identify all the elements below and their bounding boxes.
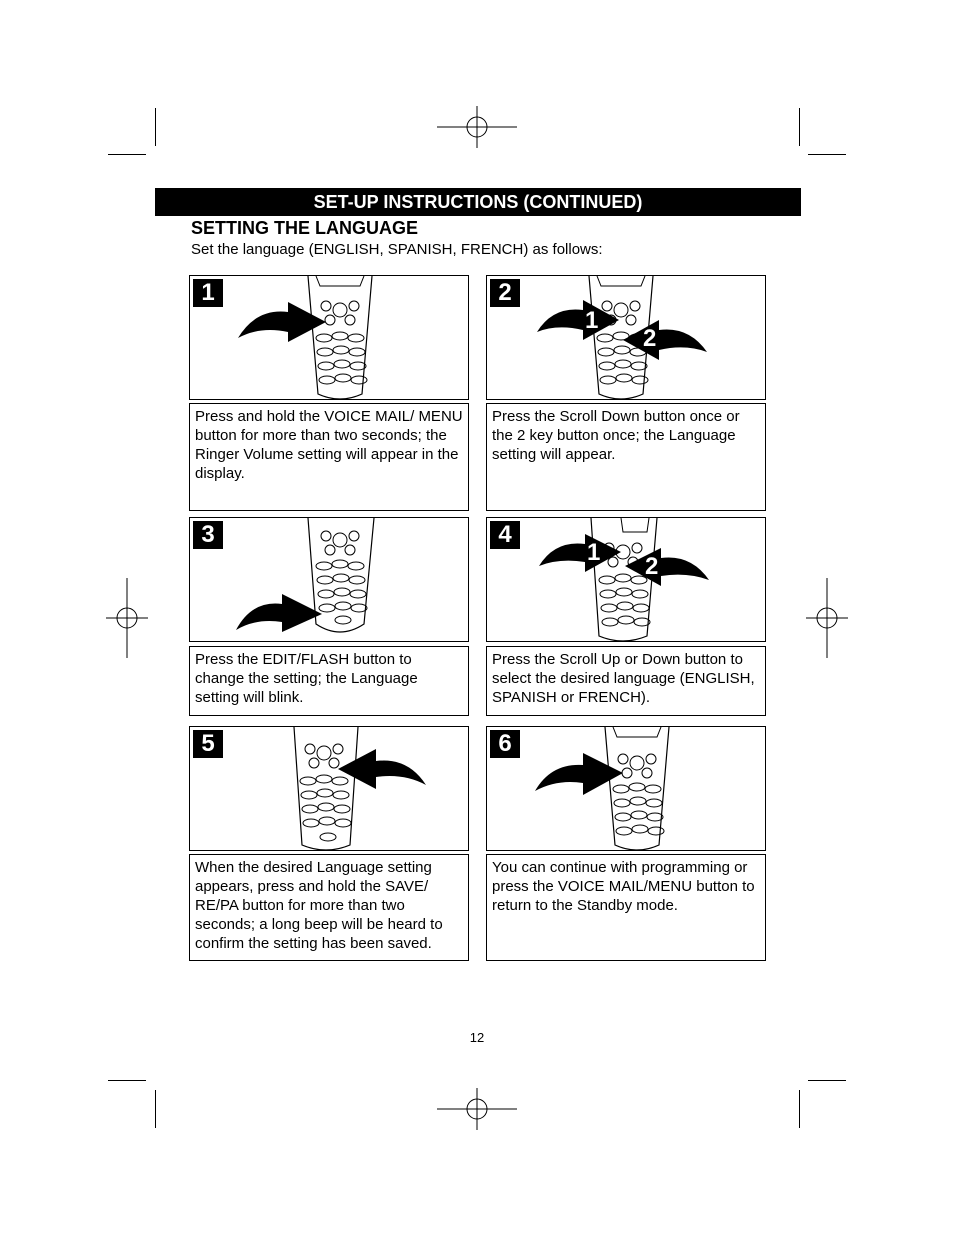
callout-number: 2 (643, 325, 657, 352)
step-4-illustration (486, 517, 766, 642)
registration-mark-icon (806, 578, 848, 658)
step-2-illustration (486, 275, 766, 400)
registration-mark-icon (437, 106, 517, 148)
step-5-description: When the desired Language setting appears, press and hold the SAVE/ RE/PA button for more than two seconds; a long beep will be heard to confirm the setting has been saved. (189, 854, 469, 961)
step-2-description: Press the Scroll Down button once or the 2 key button once; the Language setting will appear. (486, 403, 766, 511)
callout-number: 1 (585, 307, 599, 334)
crop-mark (808, 1080, 846, 1081)
intro-text: Set the language (ENGLISH, SPANISH, FRENCH) as follows: (191, 241, 603, 258)
step-number-badge: 5 (193, 730, 223, 758)
phone-keypad-icon (190, 727, 468, 850)
arrow-icon (625, 548, 709, 586)
phone-keypad-icon (190, 276, 468, 399)
crop-mark (155, 1090, 156, 1128)
crop-mark (799, 1090, 800, 1128)
phone-keypad-icon (190, 518, 468, 641)
phone-keypad-icon (487, 518, 765, 641)
step-6-description: You can continue with programming or press the VOICE MAIL/MENU button to return to the Standby mode. (486, 854, 766, 961)
step-1-description: Press and hold the VOICE MAIL/ MENU button for more than two seconds; the Ringer Volume setting will appear in the display. (189, 403, 469, 511)
section-title: SETTING THE LANGUAGE (191, 218, 419, 238)
step-6-illustration (486, 726, 766, 851)
step-3-description: Press the EDIT/FLASH button to change the setting; the Language setting will blink. (189, 646, 469, 716)
page-number: 12 (469, 1030, 485, 1045)
crop-mark (808, 154, 846, 155)
step-3-illustration (189, 517, 469, 642)
callout-number: 1 (587, 539, 601, 566)
arrow-icon (539, 534, 621, 572)
crop-mark (799, 108, 800, 146)
crop-mark (108, 154, 146, 155)
phone-keypad-icon (487, 276, 765, 399)
arrow-icon (623, 320, 707, 360)
step-number-badge: 4 (490, 521, 520, 549)
step-number-badge: 2 (490, 279, 520, 307)
registration-mark-icon (437, 1088, 517, 1130)
registration-mark-icon (106, 578, 148, 658)
step-5-illustration (189, 726, 469, 851)
crop-mark (108, 1080, 146, 1081)
phone-keypad-icon (487, 727, 765, 850)
section-header-bar: SET-UP INSTRUCTIONS (CONTINUED) (155, 188, 801, 216)
step-number-badge: 6 (490, 730, 520, 758)
crop-mark (155, 108, 156, 146)
arrow-icon (236, 594, 322, 632)
callout-number: 2 (645, 553, 659, 580)
step-1-illustration (189, 275, 469, 400)
step-number-badge: 3 (193, 521, 223, 549)
step-4-description: Press the Scroll Up or Down button to select the desired language (ENGLISH, SPANISH or FRENCH). (486, 646, 766, 716)
arrow-icon (338, 749, 426, 789)
step-number-badge: 1 (193, 279, 223, 307)
